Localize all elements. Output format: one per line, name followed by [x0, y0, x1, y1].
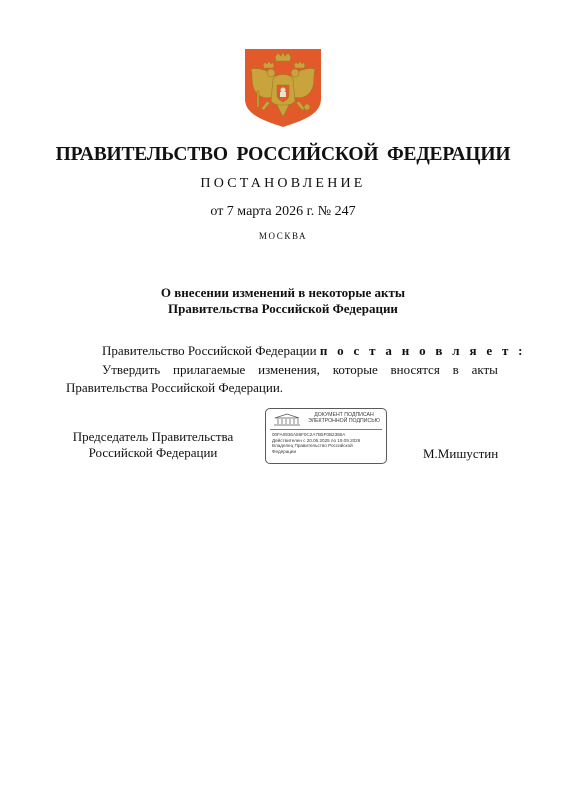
coat-of-arms-icon: [243, 47, 323, 129]
body-word: акты: [471, 362, 498, 377]
stamp-owner-line-1: Владелец Правительство Российской: [272, 443, 353, 449]
building-icon: [272, 413, 302, 426]
electronic-signature-stamp: [265, 408, 387, 464]
stamp-divider: [270, 429, 382, 430]
decree-line: [102, 343, 526, 359]
body-line-2: Правительства Российской Федерации.: [66, 380, 284, 395]
decree-body: [66, 361, 498, 397]
decree-subject: Правительство Российской Федерации: [102, 343, 317, 358]
stamp-heading-line-2: ЭЛЕКТРОННОЙ ПОДПИСЬЮ: [308, 418, 380, 424]
body-word: в: [452, 362, 459, 377]
stamp-certificate: 00FA0936A56F0C2A7B5F0B2386A: [272, 432, 346, 437]
stamp-details: [272, 432, 360, 454]
document-city: МОСКВА: [258, 231, 308, 241]
stamp-owner-line-2: Федерации: [272, 448, 297, 454]
body-line-1: [66, 361, 498, 379]
body-word: изменения,: [258, 362, 320, 377]
decree-verb: п о с т а н о в л я е т :: [319, 343, 526, 358]
stamp-validity: Действителен с 20.06.2025 по 19.09.2026: [272, 437, 361, 443]
subject-line-2: Правительства Российской Федерации: [168, 301, 398, 316]
body-word: Утвердить: [102, 362, 161, 377]
signer-name: М.Мишустин: [423, 446, 499, 461]
body-word: вносятся: [390, 362, 440, 377]
stamp-heading-line-1: ДОКУМЕНТ ПОДПИСАН: [314, 412, 374, 418]
document-date-number: от 7 марта 2026 г. № 247: [210, 204, 356, 219]
body-word: прилагаемые: [173, 362, 246, 377]
government-title: ПРАВИТЕЛЬСТВО РОССИЙСКОЙ ФЕДЕРАЦИИ: [55, 144, 511, 165]
signer-title-line-2: Российской Федерации: [88, 445, 218, 460]
signer-title: [66, 429, 240, 461]
subject-line-1: О внесении изменений в некоторые акты: [160, 285, 406, 300]
document-type: ПОСТАНОВЛЕНИЕ: [200, 176, 366, 191]
document-subject: [0, 285, 566, 317]
stamp-heading: [304, 412, 384, 424]
signer-title-line-1: Председатель Правительства: [72, 429, 234, 444]
body-word: которые: [332, 362, 378, 377]
